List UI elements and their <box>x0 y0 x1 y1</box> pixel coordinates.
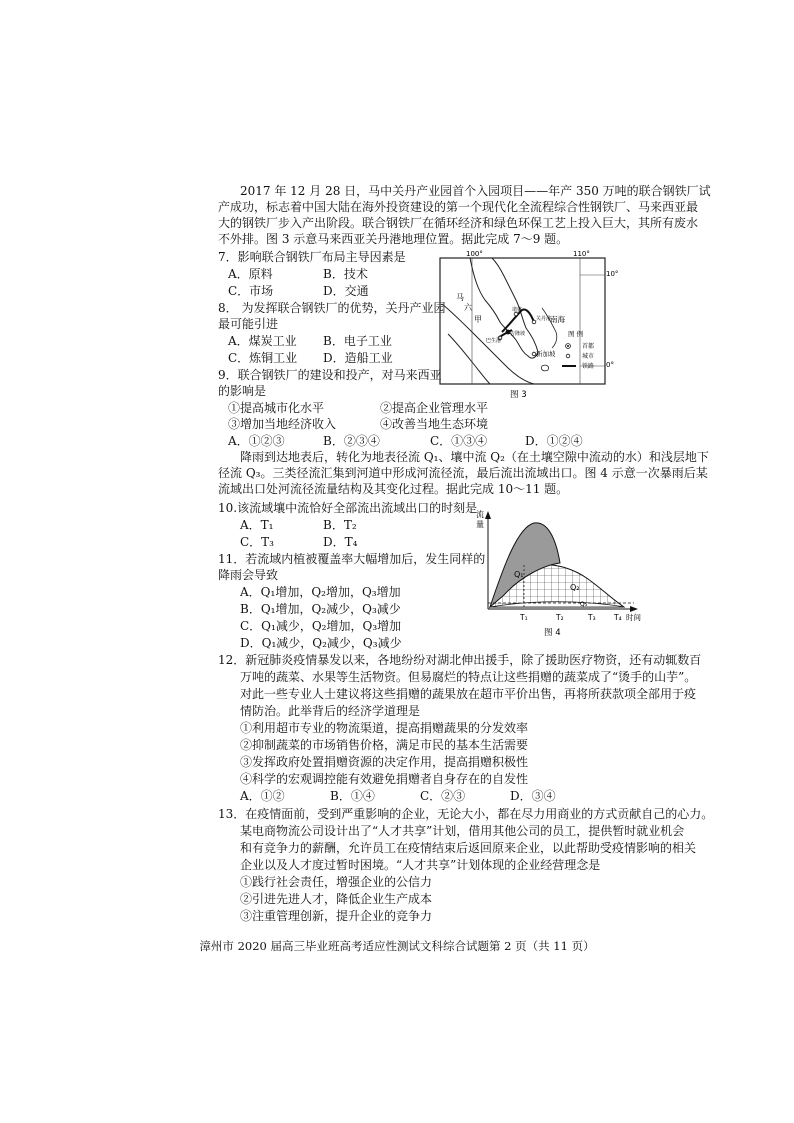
q9-item-2: ②提高企业管理水平 <box>380 401 489 415</box>
map-label-jia: 甲 <box>474 315 482 324</box>
q10-option-c: C．T₃ <box>240 535 274 549</box>
map-label-kuantan: 关丹港 <box>536 316 552 322</box>
islands <box>541 365 548 371</box>
intro-line-3: 大的钢铁厂步入产出阶段。联合钢铁厂在循环经济和绿色环保工艺上投入巨大，其所有废水 <box>218 216 699 230</box>
tick-t1: T₁ <box>520 613 528 622</box>
figure-3-caption: 图 3 <box>510 390 527 400</box>
intro-line-4: 不外排。图 3 示意马来西亚关丹港地理位置。据此完成 7～9 题。 <box>218 232 569 246</box>
coastline-sumatra <box>442 304 534 384</box>
q12-line-4: 情防治。此举背后的经济学道理是 <box>240 704 421 718</box>
q11-option-c: C．Q₁减少，Q₂增加，Q₃增加 <box>240 619 402 633</box>
q12-option-d: D．③④ <box>510 789 556 803</box>
q13-item-3: ③注重管理创新，提升企业的竞争力 <box>240 909 433 923</box>
q13-item-1: ①践行社会责任，增强企业的公信力 <box>240 875 433 889</box>
page-footer: 漳州市 2020 届高三毕业班高考适应性测试文科综合试题第 2 页（共 11 页） <box>199 939 595 953</box>
q9-stem-2: 的影响是 <box>218 384 267 398</box>
map-label-c1: 吉隆坡 <box>510 331 526 337</box>
figure-4-hydrograph <box>474 505 654 640</box>
label-q2: Q₂ <box>570 583 580 592</box>
x-axis-arrow <box>630 606 638 612</box>
q9-item-3: ③增加当地经济收入 <box>228 417 337 431</box>
tick-t4: T₄ <box>614 613 622 622</box>
q8-option-c: C．炼铜工业 <box>228 351 298 365</box>
q12-line-2: 万吨的蔬菜、水果等生活物资。但易腐烂的特点让这些捐赠的蔬菜成了“烫手的山芋”。 <box>240 670 697 684</box>
q11-option-d: D．Q₁减少，Q₂减少，Q₃减少 <box>240 636 402 650</box>
figure-4-caption: 图 4 <box>544 628 561 638</box>
lat-label-0: 0° <box>606 361 614 369</box>
map-label-c3: 诸盛 <box>512 307 523 313</box>
q11-stem-1: 11．若流域内植被覆盖率大幅增加后，发生同样的 <box>218 552 486 566</box>
q7-option-b: B．技术 <box>323 267 368 281</box>
q9-option-b: B．②③④ <box>323 434 380 448</box>
label-q3: Q₃ <box>580 601 588 608</box>
legend-city-label: 城市 <box>582 353 595 360</box>
q10-option-b: B．T₂ <box>323 518 357 532</box>
lon-label-110: 110° <box>573 250 590 258</box>
q12-option-a: A．①② <box>240 789 285 803</box>
intro-line-1: 2017 年 12 月 28 日，马中关丹产业园首个入园项目——年产 350 万吨的联合钢铁厂试 <box>240 184 711 198</box>
q8-stem-1: 8． 为发挥联合钢铁厂的优势，关丹产业园 <box>218 301 446 315</box>
q10-option-a: A．T₁ <box>240 518 274 532</box>
tick-t2: T₂ <box>556 613 564 622</box>
legend-capital-label: 首都 <box>582 343 595 350</box>
y-axis-arrow <box>485 511 491 519</box>
q13-line-4: 企业以及人才度过暂时困境。“人才共享”计划体现的企业经营理念是 <box>240 858 601 872</box>
y-label-2: 量 <box>476 520 484 529</box>
q9-option-d: D．①②④ <box>525 434 583 448</box>
intro2-line-1: 降雨到达地表后，转化为地表径流 Q₁、壤中流 Q₂（在土壤空隙中流动的水）和浅层地下 <box>240 450 709 464</box>
q12-item-3: ③发挥政府处置捐赠资源的决定作用，提高捐赠积极性 <box>240 755 529 769</box>
map-label-singapore: 新加坡 <box>536 350 556 358</box>
q13-item-2: ②引进先进人才，降低企业生产成本 <box>240 892 433 906</box>
intro2-line-3: 流域出口处河流径流量结构及其变化过程。据此完成 10～11 题。 <box>218 482 569 496</box>
q9-option-c: C．①③④ <box>430 434 488 448</box>
intro-line-2: 产成功，标志着中国大陆在海外投资建设的第一个现代化全流程综合性钢铁厂、马来西亚最 <box>218 200 699 214</box>
q8-option-a: A．煤炭工业 <box>228 334 297 348</box>
legend-rail-label: 铁路 <box>582 363 595 370</box>
q13-line-3: 和有竞争力的薪酬，允许员工在疫情结束后返回原来企业，以此帮助受疫情影响的相关 <box>240 841 697 855</box>
q12-item-4: ④科学的宏观调控能有效避免捐赠者自身存在的自发性 <box>240 772 529 786</box>
map-label-c2: 巴生港 <box>486 338 502 344</box>
q7-option-d: D．交通 <box>323 284 369 298</box>
q10-option-d: D．T₄ <box>323 535 358 549</box>
coastline-sumatra-2 <box>448 334 490 384</box>
q8-option-d: D．造船工业 <box>323 351 393 365</box>
q7-option-a: A．原料 <box>228 267 273 281</box>
legend-city-symbol <box>566 354 570 358</box>
q11-stem-2: 降雨会导致 <box>218 568 279 582</box>
q7-stem: 7．影响联合钢铁厂布局主导因素是 <box>218 250 406 264</box>
coastline-peninsula <box>470 258 538 358</box>
legend-title: 图 例 <box>568 330 584 338</box>
map-label-ma: 马 <box>456 293 464 302</box>
map-label-liu: 六 <box>464 303 472 312</box>
x-label: 时间 <box>626 613 641 622</box>
map-label-nanhai: 南海 <box>550 315 565 324</box>
q10-stem: 10.该流域壤中流恰好全部流出流域出口的时刻是 <box>218 501 478 515</box>
lat-label-10: 10° <box>606 270 619 278</box>
q7-option-c: C．市场 <box>228 284 274 298</box>
q12-option-c: C．②③ <box>420 789 466 803</box>
q12-item-2: ②抑制蔬菜的市场销售价格，满足市民的基本生活需要 <box>240 738 529 752</box>
q12-item-1: ①利用超市专业的物流渠道，提高捐赠蔬果的分发效率 <box>240 721 529 735</box>
figure-3-map <box>430 248 620 400</box>
q8-option-b: B．电子工业 <box>323 334 392 348</box>
q12-option-b: B．①④ <box>330 789 375 803</box>
q8-stem-2: 最可能引进 <box>218 317 279 331</box>
q9-item-1: ①提高城市化水平 <box>228 401 325 415</box>
q13-line-1: 13．在疫情面前，受到严重影响的企业，无论大小，都在尽力用商业的方式贡献自己的心力。 <box>218 807 714 821</box>
q12-line-3: 对此一些专业人士建议将这些捐赠的蔬果放在超市平价出售，再将所获款项全部用于疫 <box>240 687 697 701</box>
q11-option-b: B．Q₁增加，Q₂减少，Q₃减少 <box>240 602 401 616</box>
coast-right <box>542 308 557 348</box>
q9-option-a: A．①②③ <box>228 434 285 448</box>
q9-stem-1: 9．联合钢铁厂的建设和投产，对马来西亚 <box>218 368 442 382</box>
q13-line-2: 某电商物流公司设计出了“人才共享”计划，借用其他公司的员工，提供暂时就业机会 <box>240 824 685 838</box>
q12-line-1: 12．新冠肺炎疫情暴发以来，各地纷纷对湖北伸出援手，除了援助医疗物资，还有动辄数百 <box>218 653 702 667</box>
tick-t3: T₃ <box>588 613 596 622</box>
y-label-1: 流 <box>476 510 484 519</box>
q11-option-a: A．Q₁增加，Q₂增加，Q₃增加 <box>240 585 401 599</box>
label-q1: Q₁ <box>514 570 524 579</box>
lon-label-100: 100° <box>466 250 483 258</box>
intro2-line-2: 径流 Q₃。三类径流汇集到河道中形成河流径流，最后流出流域出口。图 4 示意一次暴雨后某 <box>218 466 708 480</box>
q9-item-4: ④改善当地生态环境 <box>380 417 489 431</box>
